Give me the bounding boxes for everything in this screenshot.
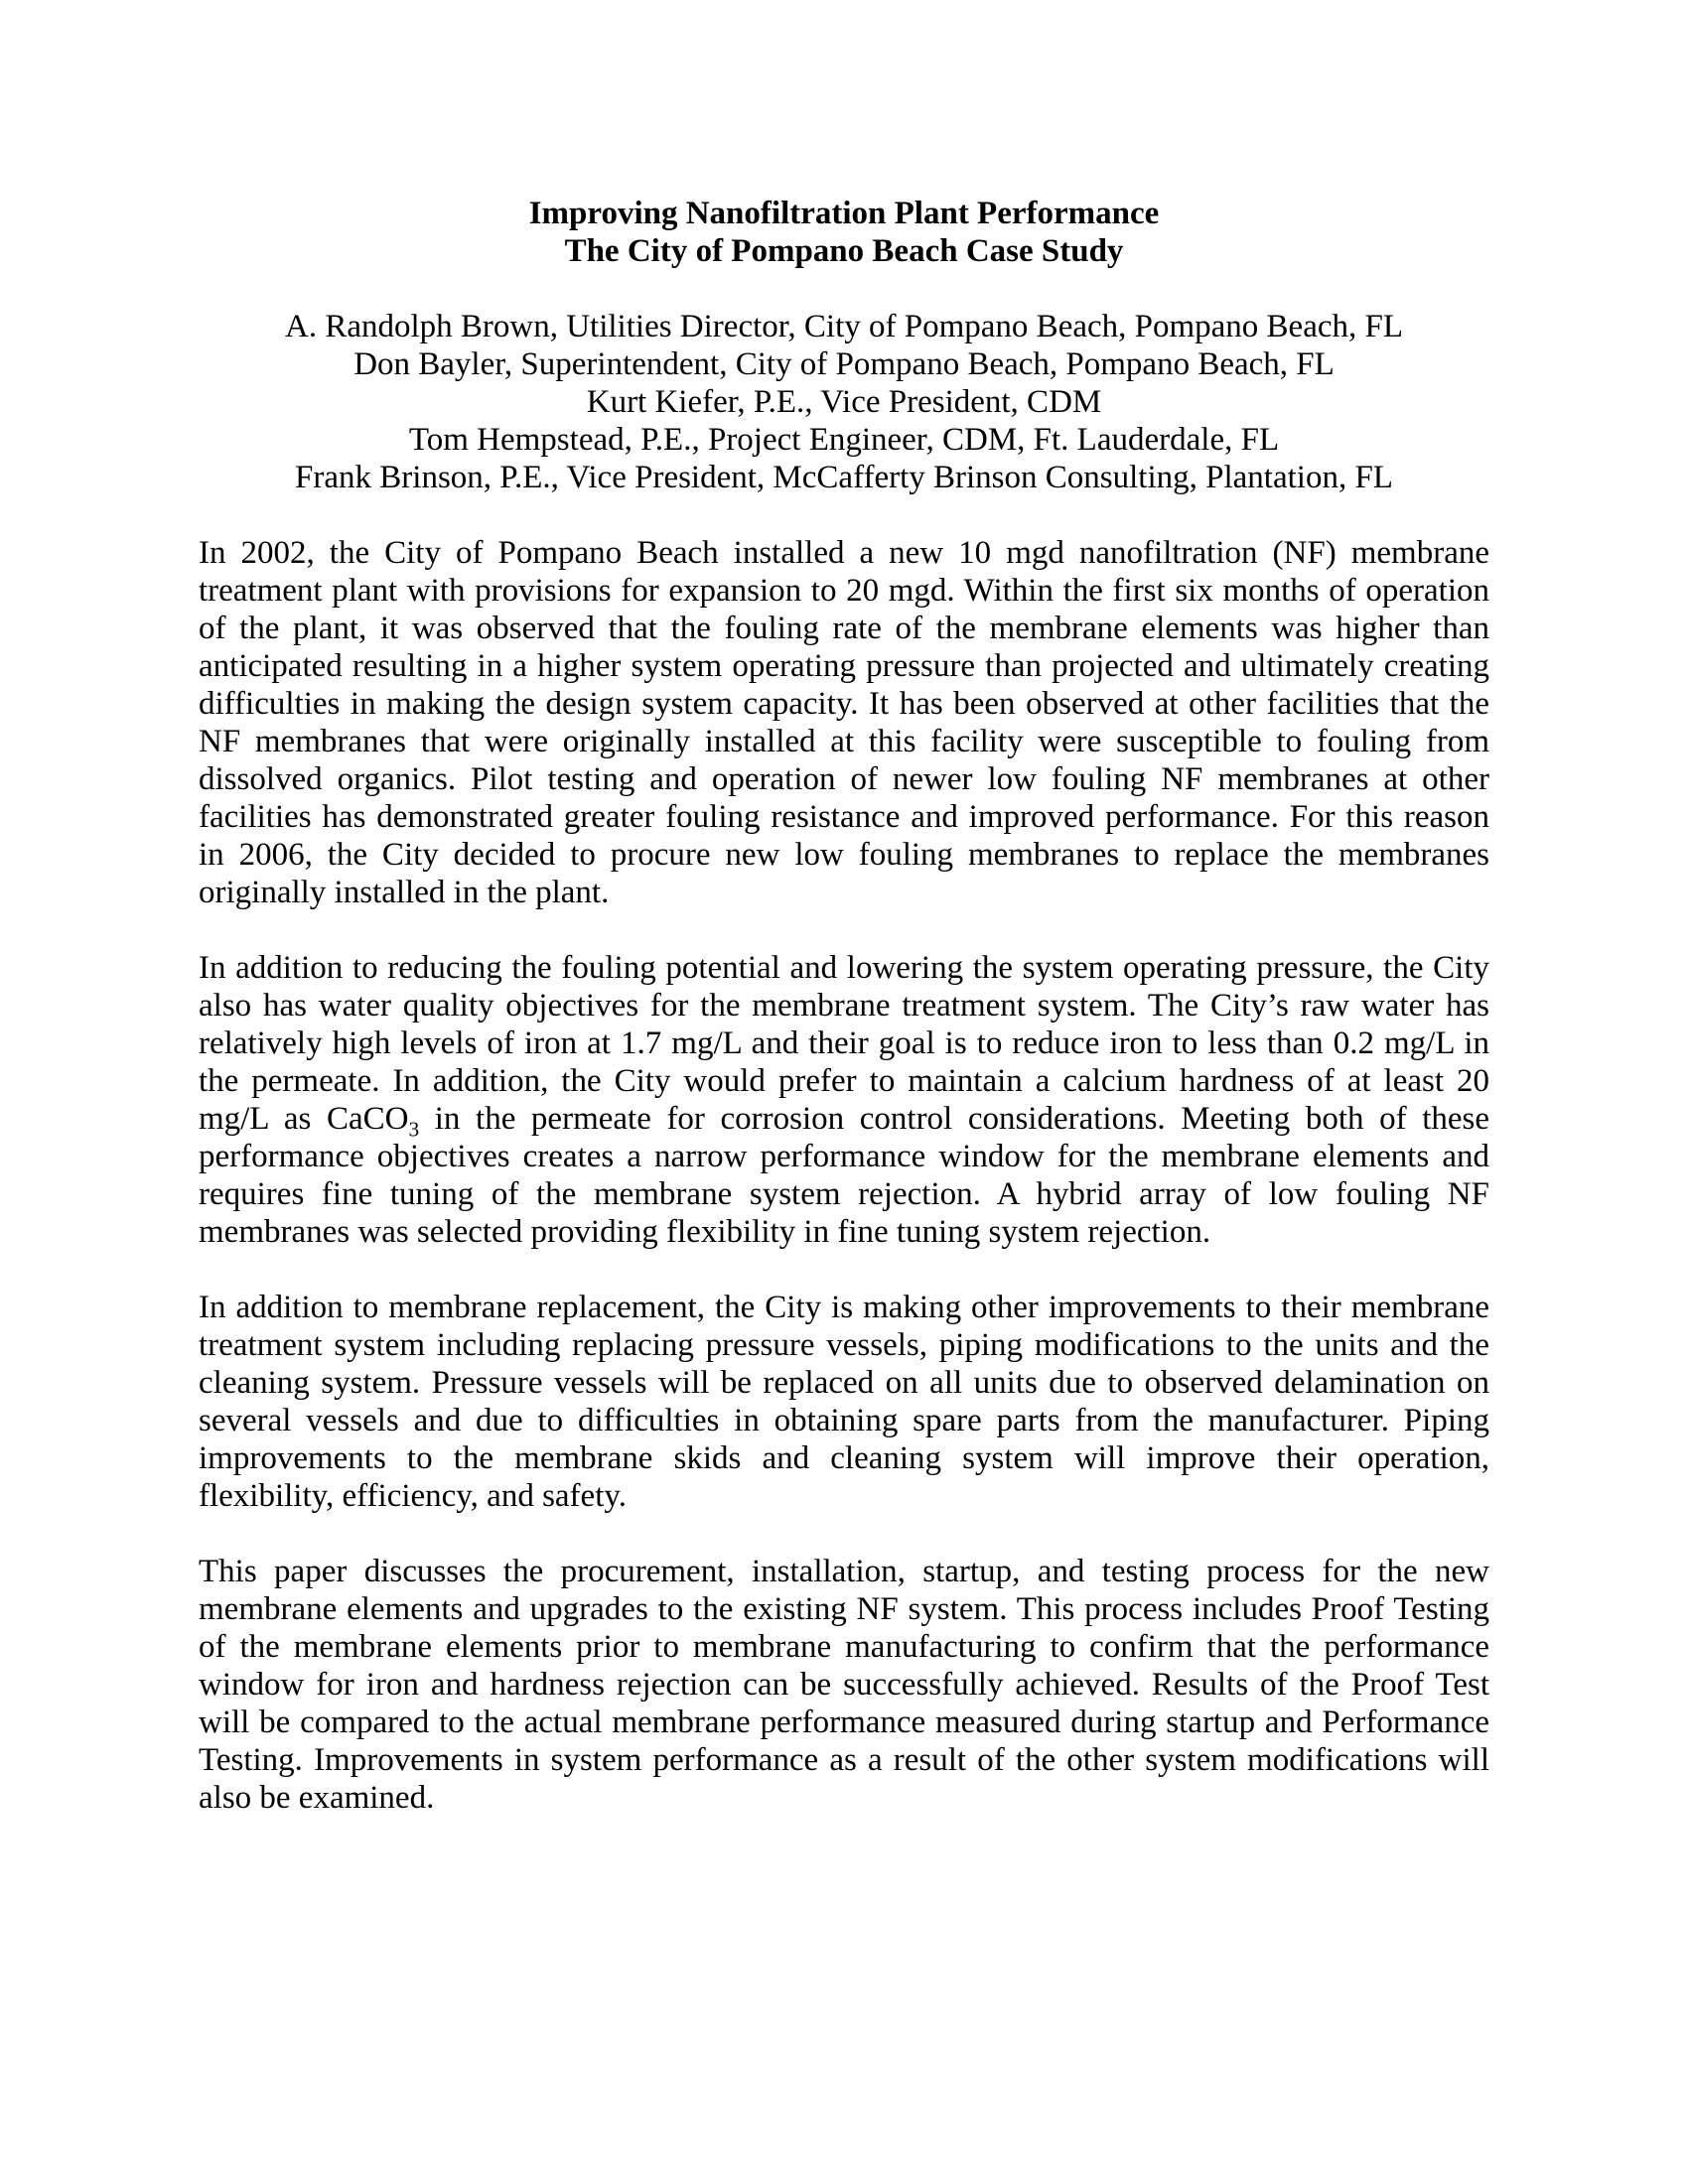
author-line-1: A. Randolph Brown, Utilities Director, City of Pompano Beach, Pompano Beach, FL <box>284 309 1404 344</box>
paper-title-line1: Improving Nanofiltration Plant Performance <box>528 196 1160 231</box>
author-line-2: Don Bayler, Superintendent, City of Pompano Beach, Pompano Beach, FL <box>353 346 1335 382</box>
paragraph-3: In addition to membrane replacement, the City is making other improvements to their membrane treatment system including replacing pressure vessels, piping modifications to the units and the cleaning system. Pressure vessels will be replaced on all units due to observed delamination on several vessels and due to difficulties in obtaining spare parts from the manufacturer. Piping improvements to the membrane skids and cleaning system will improve their operation, flexibility, efficiency, and safety. <box>199 1290 1489 1514</box>
author-block <box>199 308 1489 496</box>
caco3-subscript: 3 <box>408 1117 420 1142</box>
paper-title-line2: The City of Pompano Beach Case Study <box>564 233 1124 269</box>
paragraph-4: This paper discusses the procurement, installation, startup, and testing process for the new membrane elements and upgrades to the existing NF system. This process includes Proof Testing of the membrane elements prior to membrane manufacturing to confirm that the performance window for iron and hardness rejection can be successfully achieved. Results of the Proof Test will be compared to the actual membrane performance measured during startup and Performance Testing. Improvements in system performance as a result of the other system modifications will also be examined. <box>199 1554 1489 1816</box>
paper-title <box>199 195 1489 270</box>
abstract-body <box>199 534 1489 1817</box>
paragraph-1: In 2002, the City of Pompano Beach installed a new 10 mgd nanofiltration (NF) membrane treatment plant with provisions for expansion to 20 mgd. Within the first six months of operation of the plant, it was observed that the fouling rate of the membrane elements was higher than anticipated resulting in a higher system operating pressure than projected and ultimately creating difficulties in making the design system capacity. It has been observed at other facilities that the NF membranes that were originally installed at this facility were susceptible to fouling from dissolved organics. Pilot testing and operation of newer low fouling NF membranes at other facilities has demonstrated greater fouling resistance and improved performance. For this reason in 2006, the City decided to procure new low fouling membranes to replace the membranes originally installed in the plant. <box>199 535 1489 910</box>
paragraph-2 <box>199 949 1489 1251</box>
paragraph-2-text-after-subscript: in the permeate for corrosion control considerations. Meeting both of these performance objectives creates a narrow performance window for the membrane elements and requires fine tuning of the membrane system rejection. A hybrid array of low fouling NF membranes was selected providing flexibility in fine tuning system rejection. <box>199 1101 1489 1250</box>
author-line-3: Kurt Kiefer, P.E., Vice President, CDM <box>586 384 1102 420</box>
author-line-5: Frank Brinson, P.E., Vice President, McCafferty Brinson Consulting, Plantation, FL <box>295 460 1393 495</box>
author-line-4: Tom Hempstead, P.E., Project Engineer, CDM, Ft. Lauderdale, FL <box>408 422 1280 458</box>
paragraph-2-text-before-subscript: In addition to reducing the fouling potential and lowering the system operating pressure, the City also has water quality objectives for the membrane treatment system. The City’s raw water has relatively high levels of iron at 1.7 mg/L and their goal is to reduce iron to less than 0.2 mg/L in the permeate. In addition, the City would prefer to maintain a calcium hardness of at least 20 mg/L as CaCO <box>199 950 1489 1137</box>
